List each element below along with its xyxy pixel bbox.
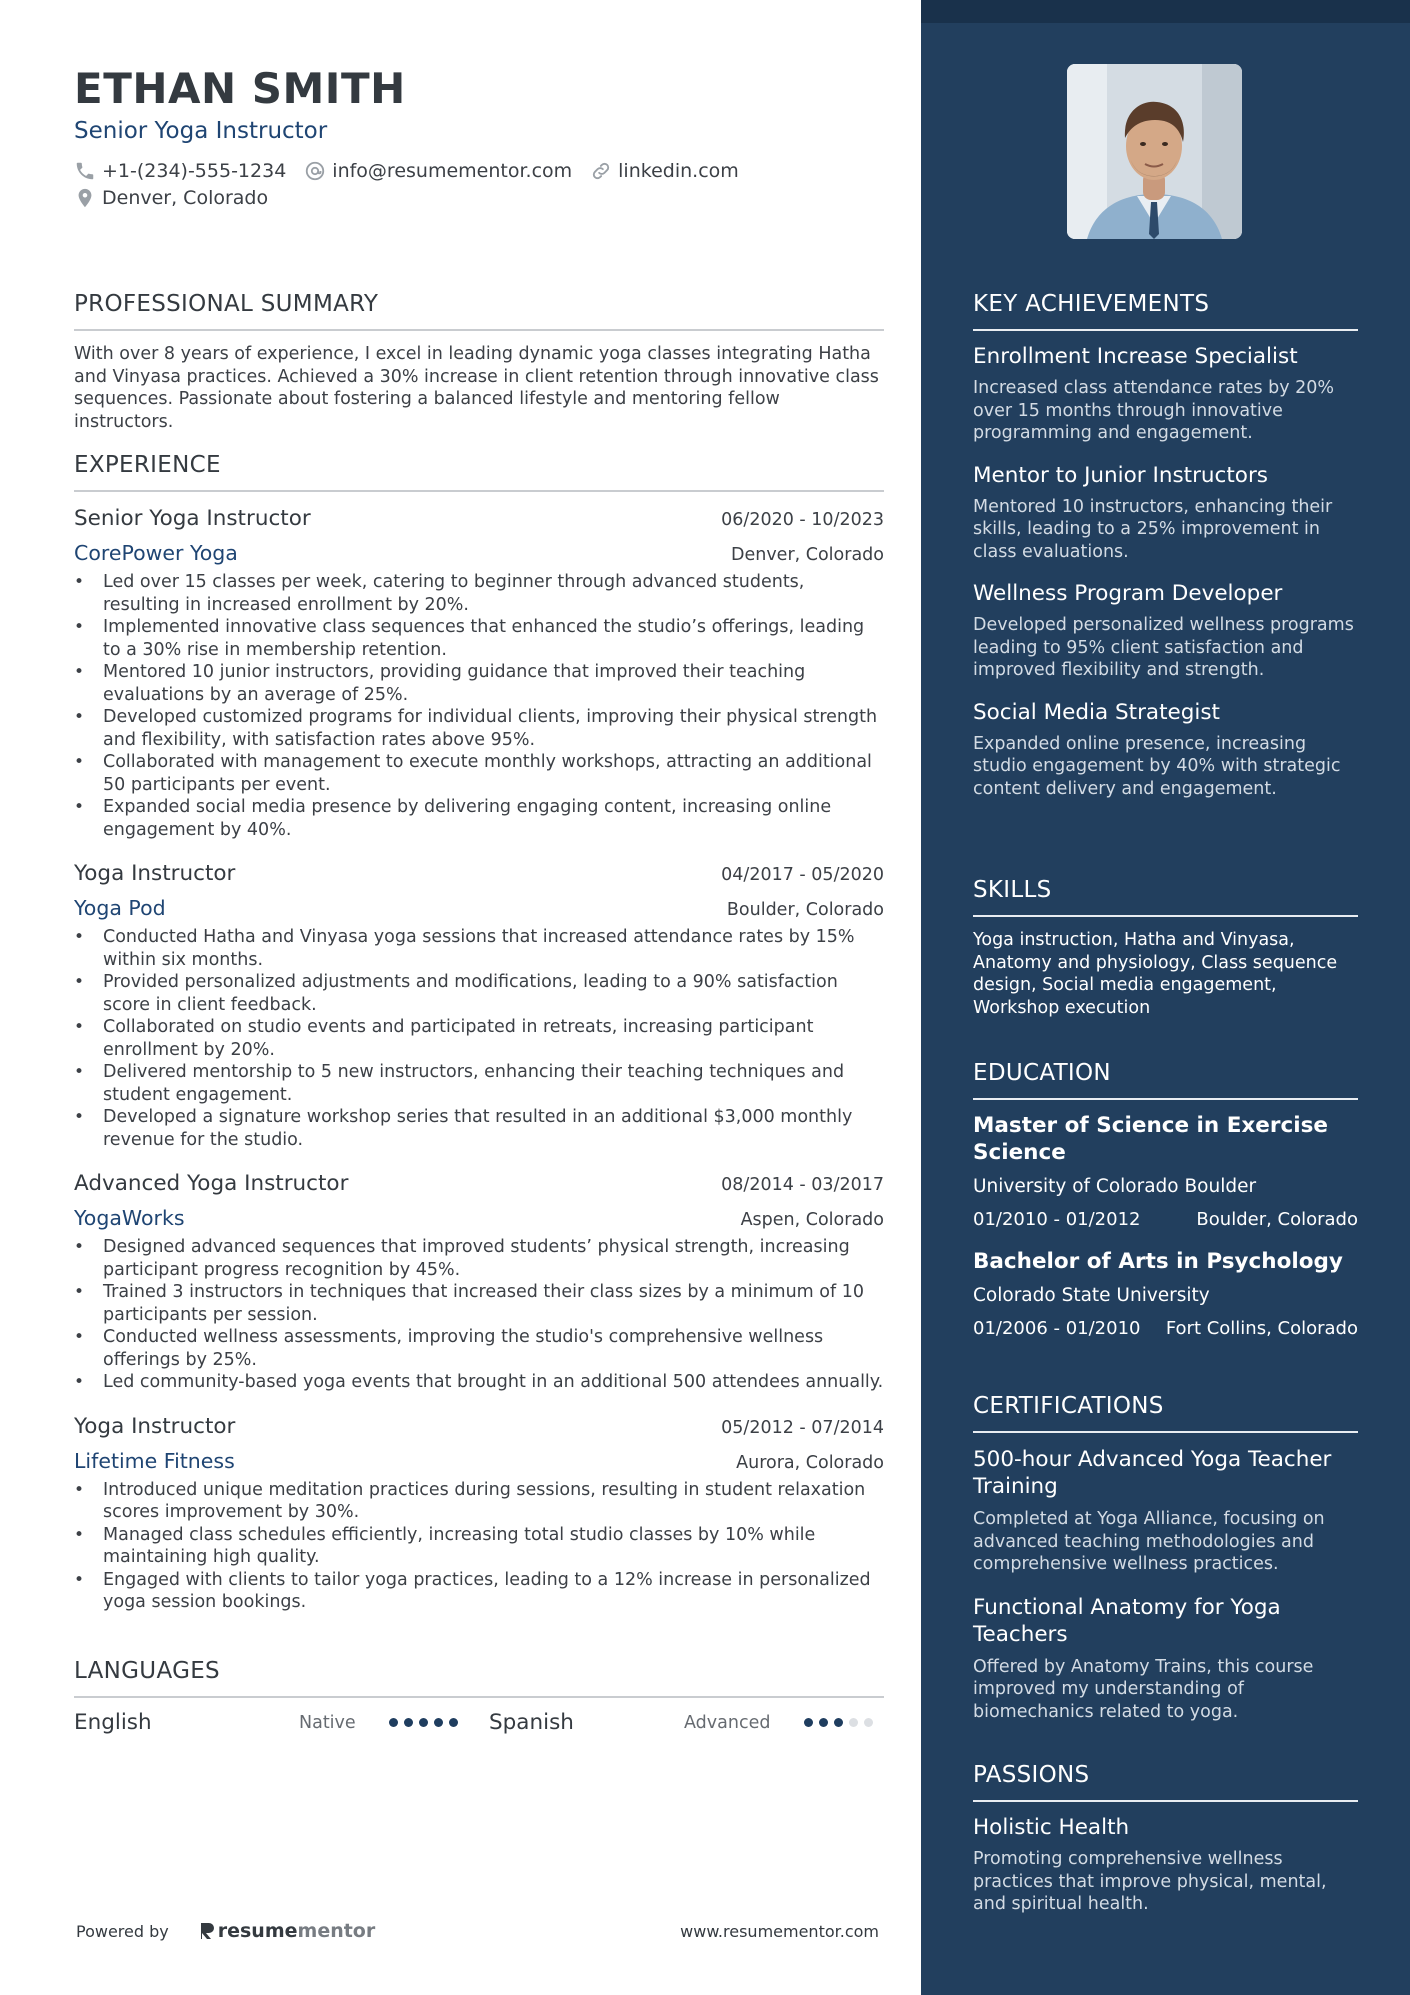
job-dates: 08/2014 - 03/2017 — [721, 1175, 884, 1195]
bullet: • Developed customized programs for individual clients, improving their physical strength and flexibility, with satisfaction rates above 95%. — [74, 706, 884, 751]
job-title: Senior Yoga Instructor — [74, 506, 311, 531]
languages-section — [74, 1658, 884, 1735]
job-company: CorePower Yoga — [74, 541, 238, 565]
education-dates: 01/2010 - 01/2012 — [973, 1209, 1141, 1230]
language-level: Native — [299, 1712, 356, 1733]
job-bullets — [74, 926, 884, 1151]
achievement-item — [973, 581, 1358, 682]
at-icon — [304, 160, 326, 182]
bullet: • Mentored 10 junior instructors, providing guidance that improved their teaching evaluations by an average of 25%. — [74, 661, 884, 706]
bullet: • Managed class schedules efficiently, increasing total studio classes by 10% while maintaining high quality. — [74, 1524, 884, 1569]
passion-title: Holistic Health — [973, 1815, 1130, 1840]
summary-title: PROFESSIONAL SUMMARY — [74, 291, 884, 331]
certifications-section — [973, 1393, 1358, 1725]
certification-title: Functional Anatomy for Yoga Teachers — [973, 1594, 1281, 1647]
bullet: • Collaborated with management to execute monthly workshops, attracting an additional 50 participants per event. — [74, 751, 884, 796]
education-location: Boulder, Colorado — [1196, 1209, 1358, 1230]
email-text: info@resumementor.com — [332, 160, 573, 182]
summary-text: With over 8 years of experience, I excel in leading dynamic yoga classes integrating Hatha and Vinyasa practices. Achieved a 30% increase in client retention through innovative class sequences. Passionate about fostering a balanced lifestyle and mentoring fellow instructors. — [74, 344, 879, 432]
contact-phone[interactable] — [74, 160, 286, 182]
experience-title: EXPERIENCE — [74, 452, 884, 492]
bullet: • Designed advanced sequences that improved students’ physical strength, increasing participant progress recognition by 45%. — [74, 1236, 884, 1281]
contact-row — [74, 160, 757, 182]
education-degree: Bachelor of Arts in Psychology — [973, 1249, 1343, 1274]
achievement-title: Wellness Program Developer — [973, 581, 1283, 606]
job-title: Advanced Yoga Instructor — [74, 1171, 349, 1196]
education-item — [973, 1248, 1358, 1339]
rating-dot-filled — [449, 1718, 458, 1727]
experience-section — [74, 452, 884, 1614]
certification-item — [973, 1446, 1358, 1576]
language-name: English — [74, 1710, 152, 1735]
rating-dot-empty — [849, 1718, 858, 1727]
contact-linkedin[interactable] — [590, 160, 739, 182]
job-dates: 05/2012 - 07/2014 — [721, 1417, 884, 1438]
contact-email[interactable] — [304, 160, 572, 182]
achievement-title: Mentor to Junior Instructors — [973, 462, 1268, 488]
achievements-title: KEY ACHIEVEMENTS — [973, 291, 1358, 331]
profile-photo — [1067, 64, 1242, 239]
logo-text-light: mentor — [297, 1920, 376, 1942]
job-location: Aurora, Colorado — [736, 1452, 884, 1473]
bullet: • Conducted Hatha and Vinyasa yoga sessions that increased attendance rates by 15% within six months. — [74, 926, 884, 971]
bullet: • Implemented innovative class sequences that enhanced the studio’s offerings, leading to a 30% rise in membership retention. — [74, 616, 884, 661]
achievement-text: Developed personalized wellness programs leading to 95% client satisfaction and improved flexibility and strength. — [973, 615, 1354, 680]
job-entry — [74, 1414, 884, 1614]
job-title: Yoga Instructor — [74, 1413, 236, 1439]
job-location: Denver, Colorado — [730, 545, 884, 565]
language-spanish — [489, 1710, 884, 1735]
rating-dot-filled — [434, 1718, 443, 1727]
passions-title: PASSIONS — [973, 1762, 1358, 1802]
powered-by-label: Powered by — [76, 1921, 169, 1941]
phone-icon — [74, 160, 96, 182]
job-title: Yoga Instructor — [74, 861, 236, 886]
footer — [76, 1920, 879, 1942]
certification-title: 500-hour Advanced Yoga Teacher Training — [973, 1447, 1332, 1499]
rating-dot-filled — [834, 1718, 843, 1727]
language-rating — [389, 1718, 464, 1727]
education-degree: Master of Science in Exercise Science — [973, 1113, 1328, 1165]
link-icon — [590, 160, 612, 182]
resumementor-logo[interactable] — [199, 1920, 376, 1942]
certification-text: Completed at Yoga Alliance, focusing on advanced teaching methodologies and comprehensive wellness practices. — [973, 1509, 1325, 1574]
education-school: Colorado State University — [973, 1285, 1210, 1306]
achievement-text: Mentored 10 instructors, enhancing their skills, leading to a 25% improvement in class evaluations. — [973, 496, 1333, 562]
rating-dot-filled — [804, 1718, 813, 1727]
sidebar — [921, 0, 1410, 1995]
certification-item — [973, 1594, 1358, 1724]
language-level: Advanced — [684, 1712, 771, 1733]
job-location: Boulder, Colorado — [726, 900, 884, 920]
achievement-text: Expanded online presence, increasing studio engagement by 40% with strategic content delivery and engagement. — [973, 733, 1341, 799]
location-text: Denver, Colorado — [102, 187, 269, 209]
achievement-item — [973, 700, 1358, 801]
passions-section — [973, 1762, 1358, 1918]
contact-location — [74, 187, 286, 209]
logo-mark-icon — [199, 1921, 215, 1941]
passion-item — [973, 1815, 1358, 1916]
rating-dot-filled — [819, 1718, 828, 1727]
job-bullets — [74, 1236, 884, 1394]
achievement-text: Increased class attendance rates by 20% over 15 months through innovative programming and engagement. — [973, 378, 1335, 443]
language-name: Spanish — [489, 1710, 574, 1735]
summary-section — [74, 291, 884, 433]
job-company: Lifetime Fitness — [74, 1448, 235, 1473]
footer-site-link[interactable]: www.resumementor.com — [680, 1921, 879, 1941]
powered-by — [76, 1920, 375, 1942]
skills-section — [973, 877, 1358, 1019]
portrait-illustration — [1067, 64, 1242, 239]
job-company: Yoga Pod — [74, 896, 166, 920]
job-company: YogaWorks — [74, 1206, 185, 1230]
rating-dot-filled — [389, 1718, 398, 1727]
certification-text: Offered by Anatomy Trains, this course improved my understanding of biomechanics related to yoga. — [973, 1656, 1314, 1722]
education-item — [973, 1112, 1358, 1230]
bullet: • Conducted wellness assessments, improving the studio's comprehensive wellness offerings by 25%. — [74, 1326, 884, 1371]
education-section — [973, 1060, 1358, 1339]
achievement-item — [973, 463, 1358, 564]
passion-text: Promoting comprehensive wellness practices that improve physical, mental, and spiritual health. — [973, 1849, 1327, 1914]
rating-dot-filled — [419, 1718, 428, 1727]
rating-dot-filled — [404, 1718, 413, 1727]
candidate-name: ETHAN SMITH — [74, 64, 406, 113]
bullet: • Expanded social media presence by delivering engaging content, increasing online engagement by 40%. — [74, 796, 884, 841]
bullet: • Led over 15 classes per week, catering to beginner through advanced students, resulting in increased enrollment by 20%. — [74, 571, 884, 616]
bullet: • Collaborated on studio events and participated in retreats, increasing participant enrollment by 20%. — [74, 1016, 884, 1061]
education-location: Fort Collins, Colorado — [1165, 1318, 1358, 1339]
job-bullets — [74, 571, 884, 841]
sidebar-top-band — [921, 0, 1410, 23]
bullet: • Engaged with clients to tailor yoga practices, leading to a 12% increase in personalized yoga session bookings. — [74, 1569, 884, 1614]
achievement-title: Enrollment Increase Specialist — [973, 344, 1298, 369]
logo-text-bold: resume — [217, 1920, 298, 1942]
phone-text: +1-(234)-555-1234 — [102, 160, 287, 182]
achievement-title: Social Media Strategist — [973, 699, 1220, 725]
candidate-role: Senior Yoga Instructor — [74, 118, 328, 144]
bullet: • Led community-based yoga events that brought in an additional 500 attendees annually. — [74, 1371, 884, 1394]
job-entry — [74, 506, 884, 841]
location-pin-icon — [74, 187, 96, 209]
bullet: • Developed a signature workshop series that resulted in an additional $3,000 monthly revenue for the studio. — [74, 1106, 884, 1151]
job-dates: 06/2020 - 10/2023 — [721, 510, 884, 530]
education-dates: 01/2006 - 01/2010 — [973, 1318, 1141, 1339]
certifications-title: CERTIFICATIONS — [973, 1393, 1358, 1433]
skills-title: SKILLS — [973, 877, 1358, 917]
skills-text: Yoga instruction, Hatha and Vinyasa, Anatomy and physiology, Class sequence design, Social media engagement, Workshop execution — [973, 930, 1338, 1018]
education-title: EDUCATION — [973, 1060, 1358, 1100]
job-entry — [74, 861, 884, 1151]
languages-title: LANGUAGES — [74, 1658, 884, 1698]
linkedin-text: linkedin.com — [618, 160, 739, 182]
bullet: • Delivered mentorship to 5 new instructors, enhancing their teaching techniques and student engagement. — [74, 1061, 884, 1106]
education-school: University of Colorado Boulder — [973, 1176, 1257, 1197]
achievements-section — [973, 291, 1358, 802]
bullet: • Introduced unique meditation practices during sessions, resulting in student relaxation scores improvement by 30%. — [74, 1479, 884, 1524]
achievement-item — [973, 344, 1358, 445]
job-location: Aspen, Colorado — [740, 1210, 884, 1230]
language-rating — [804, 1718, 879, 1727]
job-dates: 04/2017 - 05/2020 — [721, 865, 884, 885]
bullet: • Provided personalized adjustments and modifications, leading to a 90% satisfaction score in client feedback. — [74, 971, 884, 1016]
language-english — [74, 1710, 469, 1735]
job-entry — [74, 1171, 884, 1394]
job-bullets — [74, 1479, 884, 1614]
bullet: • Trained 3 instructors in techniques that increased their class sizes by a minimum of 10 participants per session. — [74, 1281, 884, 1326]
rating-dot-empty — [864, 1718, 873, 1727]
